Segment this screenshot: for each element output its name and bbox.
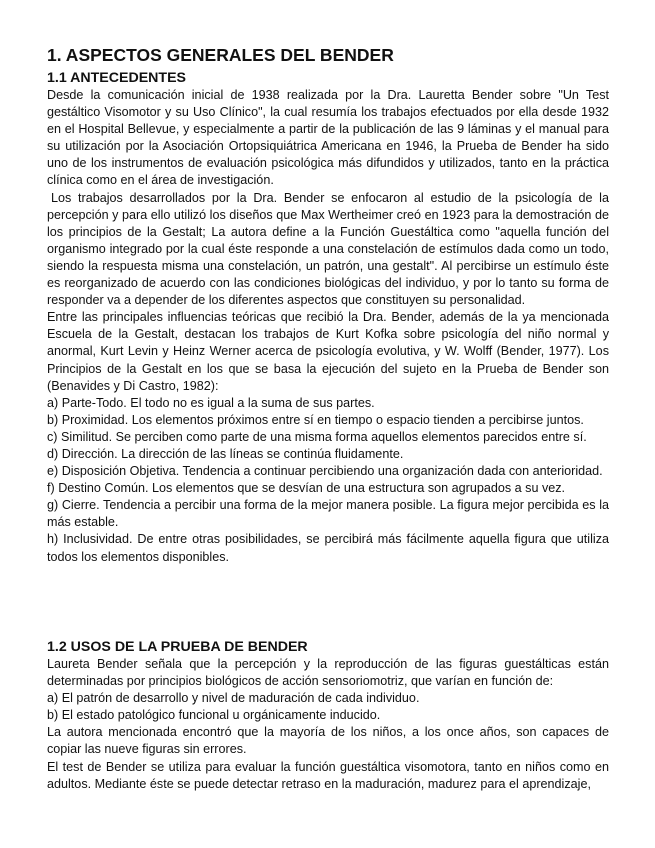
list-item: d) Dirección. La dirección de las líneas se continúa fluidamente. xyxy=(47,446,404,461)
list-item: h) Inclusividad. De entre otras posibilidades, se percibirá más fácilmente aquella figura que utiliza todos los elementos disponibles. xyxy=(47,532,609,564)
section-antecedentes xyxy=(47,69,609,566)
principles-list xyxy=(47,395,609,566)
list-item: f) Destino Común. Los elementos que se desvían de una estructura son agrupados a su vez. xyxy=(47,481,566,496)
section-heading: 1.1 ANTECEDENTES xyxy=(47,70,187,86)
section-usos xyxy=(47,638,609,793)
list-item: a) El patrón de desarrollo y nivel de maduración de cada individuo. xyxy=(47,691,420,706)
paragraph: Los trabajos desarrollados por la Dra. Bender se enfocaron al estudio de la psicología de la percepción y para ello utilizó los diseños que Max Wertheimer creó en 1923 para la demostración de los principios de la Gestalt; La autora define a la Función Guestáltica como "aquella función del organismo integrado por la cual éste responde a una constelación de estímulos dada como un todo, siendo la respuesta misma una constelación, un patrón, una gestalt". Al percibirse un estímulo éste es reorganizado de acuerdo con las condiciones biológicas del individuo, y por lo tanto su forma de responder va a depender de los diferentes aspectos que constituyen su personalidad. xyxy=(47,190,609,308)
document-title: 1. ASPECTOS GENERALES DEL BENDER xyxy=(47,45,394,65)
paragraph: El test de Bender se utiliza para evaluar la función guestáltica visomotora, tanto en niños como en adultos. Mediante éste se puede detectar retraso en la maduración, madurez para el aprendizaje, xyxy=(47,759,609,791)
list-item: g) Cierre. Tendencia a percibir una forma de la mejor manera posible. La figura mejor percibida es la más estable. xyxy=(47,498,609,530)
paragraph: Desde la comunicación inicial de 1938 realizada por la Dra. Lauretta Bender sobre "Un Test gestáltico Visomotor y su Uso Clínico", la cual resumía los trabajos efectuados por ella desde 1932 en el Hospital Bellevue, y especialmente a partir de la publicación de las 9 láminas y el manual para su utilización por la Asociación Ortopsiquiátrica Americana en 1946, la Prueba de Bender ha sido uno de los instrumentos de evaluación psicológica más difundidos y utilizados, tanto en la práctica clínica como en el área de investigación. xyxy=(47,88,609,188)
list-item: b) El estado patológico funcional u orgánicamente inducido. xyxy=(47,708,381,723)
list-item: c) Similitud. Se perciben como parte de una misma forma aquellos elementos parecidos entre sí. xyxy=(47,429,587,444)
paragraph: Entre las principales influencias teóricas que recibió la Dra. Bender, además de la ya mencionada Escuela de la Gestalt, destacan los trabajos de Kurt Kofka sobre psicología del niño normal y anormal, Kurt Levin y Heinz Werner acerca de psicología evolutiva, y W. Wolff (Bender, 1977). Los Principios de la Gestalt en los que se basa la ejecución del sujeto en la Prueba de Bender son (Benavides y Di Castro, 1982): xyxy=(47,310,609,393)
section-heading: 1.2 USOS DE LA PRUEBA DE BENDER xyxy=(47,639,308,655)
list-item: b) Proximidad. Los elementos próximos entre sí en tiempo o espacio tienden a percibirse juntos. xyxy=(47,412,584,427)
paragraph: Laureta Bender señala que la percepción y la reproducción de las figuras guestálticas están determinadas por principios biológicos de acción sensoriomotriz, que varían en función de: xyxy=(47,657,609,689)
list-item: a) Parte-Todo. El todo no es igual a la suma de sus partes. xyxy=(47,395,375,410)
list-item: e) Disposición Objetiva. Tendencia a continuar percibiendo una organización dada con anterioridad. xyxy=(47,464,603,479)
paragraph: La autora mencionada encontró que la mayoría de los niños, a los once años, son capaces de copiar las nueve figuras sin errores. xyxy=(47,725,609,757)
